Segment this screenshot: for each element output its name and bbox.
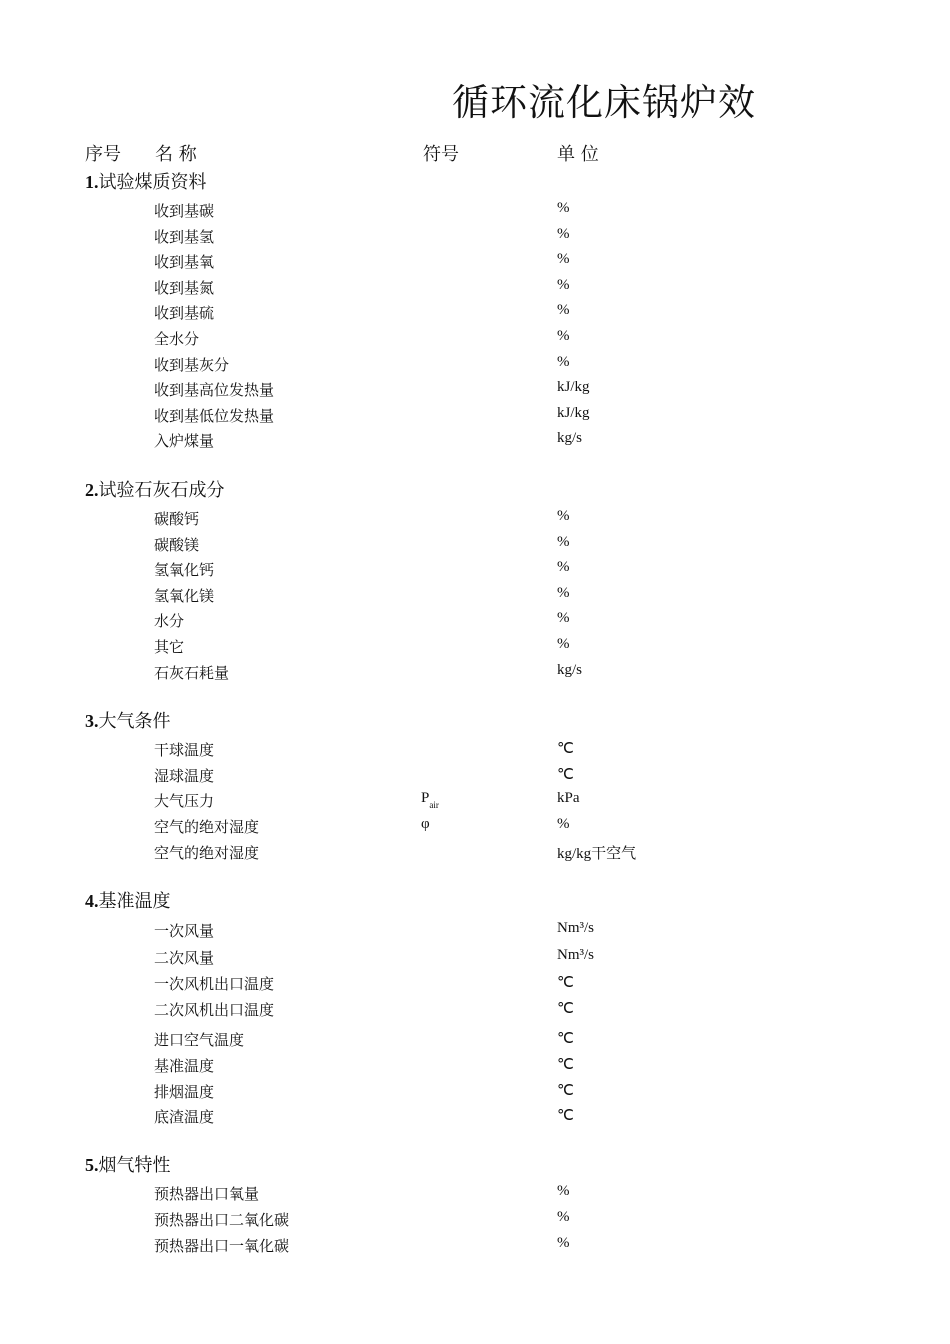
- column-header-name: 名 称: [155, 144, 197, 165]
- table-row: [0, 559, 950, 581]
- row-symbol-subscript: air: [429, 800, 439, 810]
- table-row: [0, 226, 950, 248]
- row-unit: %: [557, 534, 570, 550]
- table-row: [0, 1055, 950, 1077]
- row-name: 底渣温度: [154, 1108, 215, 1126]
- row-unit: %: [557, 226, 570, 242]
- row-unit: %: [557, 251, 570, 267]
- row-unit: ℃: [557, 1108, 574, 1124]
- table-row: [0, 405, 950, 427]
- row-unit: kg/s: [557, 662, 583, 678]
- column-header-seq: 序号: [85, 144, 121, 165]
- row-unit: %: [557, 1235, 570, 1251]
- table-row: [0, 379, 950, 401]
- table-row: [0, 1029, 950, 1051]
- row-name: 氢氧化镁: [154, 587, 215, 605]
- row-name: 碳酸镁: [154, 536, 200, 554]
- row-name: 一次风机出口温度: [154, 975, 275, 993]
- table-row: [0, 842, 950, 864]
- table-row: [0, 1106, 950, 1128]
- row-unit: %: [557, 200, 570, 216]
- table-row: [0, 200, 950, 222]
- table-row: [0, 790, 950, 812]
- row-unit: ℃: [557, 1001, 574, 1017]
- section-label: 基准温度: [98, 891, 171, 912]
- table-row: [0, 973, 950, 995]
- section-heading: [85, 1151, 171, 1177]
- section-number: 5.: [85, 1155, 99, 1175]
- row-name: 水分: [154, 612, 185, 630]
- row-name: 基准温度: [154, 1057, 215, 1075]
- row-unit: ℃: [557, 1057, 574, 1073]
- table-row: [0, 1209, 950, 1231]
- row-unit: kg/s: [557, 430, 583, 446]
- section-number: 2.: [85, 480, 99, 500]
- row-unit: %: [557, 328, 570, 344]
- row-name: 收到基碳: [154, 202, 215, 220]
- row-symbol: φ: [421, 816, 430, 832]
- section-number: 3.: [85, 711, 99, 731]
- row-name: 碳酸钙: [154, 510, 200, 528]
- row-unit: %: [557, 636, 570, 652]
- row-unit: kJ/kg: [557, 405, 590, 421]
- row-name: 大气压力: [154, 792, 215, 810]
- row-name: 入炉煤量: [154, 432, 215, 450]
- table-row: [0, 765, 950, 787]
- table-row: [0, 816, 950, 838]
- table-row: [0, 1235, 950, 1257]
- row-unit: %: [557, 559, 570, 575]
- row-unit: %: [557, 1183, 570, 1199]
- row-unit: ℃: [557, 767, 574, 783]
- section-heading: [85, 476, 225, 502]
- table-row: [0, 662, 950, 684]
- row-name: 干球温度: [154, 741, 215, 759]
- row-name: 二次风机出口温度: [154, 1001, 275, 1019]
- row-name: 全水分: [154, 330, 200, 348]
- row-unit: kPa: [557, 790, 580, 806]
- row-unit: kg/kg干空气: [557, 846, 637, 862]
- row-unit: %: [557, 816, 570, 832]
- row-name: 一次风量: [154, 922, 215, 940]
- row-unit: ℃: [557, 741, 574, 757]
- section-number: 4.: [85, 891, 99, 911]
- row-name: 氢氧化钙: [154, 561, 215, 579]
- table-row: [0, 534, 950, 556]
- section-label: 大气条件: [98, 711, 171, 732]
- column-header-symbol: 符号: [423, 144, 459, 165]
- table-row: [0, 1183, 950, 1205]
- table-row: [0, 251, 950, 273]
- table-row: [0, 430, 950, 452]
- table-row: [0, 354, 950, 376]
- table-row: [0, 508, 950, 530]
- document-title: 循环流化床锅炉效: [452, 81, 756, 124]
- row-name: 湿球温度: [154, 767, 215, 785]
- row-name: 空气的绝对湿度: [154, 818, 260, 836]
- section-label: 试验煤质资料: [98, 172, 207, 193]
- row-name: 收到基高位发热量: [154, 381, 275, 399]
- row-name: 收到基氧: [154, 253, 215, 271]
- table-row: [0, 999, 950, 1021]
- row-unit: ℃: [557, 1083, 574, 1099]
- row-name: 排烟温度: [154, 1083, 215, 1101]
- table-row: [0, 277, 950, 299]
- row-name: 收到基低位发热量: [154, 407, 275, 425]
- section-number: 1.: [85, 172, 99, 192]
- row-unit: ℃: [557, 1031, 574, 1047]
- section-heading: [85, 707, 171, 733]
- row-name: 预热器出口氧量: [154, 1185, 260, 1203]
- row-unit: Nm³/s: [557, 947, 595, 963]
- row-name: 石灰石耗量: [154, 664, 230, 682]
- row-unit: %: [557, 508, 570, 524]
- row-unit: %: [557, 277, 570, 293]
- row-unit: %: [557, 354, 570, 370]
- row-unit: Nm³/s: [557, 920, 595, 936]
- row-unit: %: [557, 302, 570, 318]
- table-row: [0, 585, 950, 607]
- row-name: 预热器出口二氧化碳: [154, 1211, 290, 1229]
- row-name: 其它: [154, 638, 185, 656]
- table-row: [0, 920, 950, 942]
- row-name: 进口空气温度: [154, 1031, 245, 1049]
- section-label: 试验石灰石成分: [98, 480, 225, 501]
- row-unit: %: [557, 610, 570, 626]
- table-row: [0, 739, 950, 761]
- section-label: 烟气特性: [98, 1155, 171, 1176]
- table-row: [0, 328, 950, 350]
- table-row: [0, 636, 950, 658]
- table-row: [0, 1081, 950, 1103]
- row-name: 空气的绝对湿度: [154, 844, 260, 862]
- table-row: [0, 302, 950, 324]
- row-name: 收到基硫: [154, 304, 215, 322]
- column-header-unit: 单 位: [557, 144, 599, 165]
- row-symbol: $P_{air}$: [421, 790, 439, 810]
- row-unit: kJ/kg: [557, 379, 590, 395]
- row-name: 收到基氮: [154, 279, 215, 297]
- section-heading: [85, 887, 171, 913]
- row-unit: ℃: [557, 975, 574, 991]
- row-name: 收到基灰分: [154, 356, 230, 374]
- row-unit: %: [557, 585, 570, 601]
- row-unit: %: [557, 1209, 570, 1225]
- row-name: 预热器出口一氧化碳: [154, 1237, 290, 1255]
- section-heading: [85, 168, 207, 194]
- table-row: [0, 610, 950, 632]
- row-name: 二次风量: [154, 949, 215, 967]
- row-name: 收到基氢: [154, 228, 215, 246]
- table-row: [0, 947, 950, 969]
